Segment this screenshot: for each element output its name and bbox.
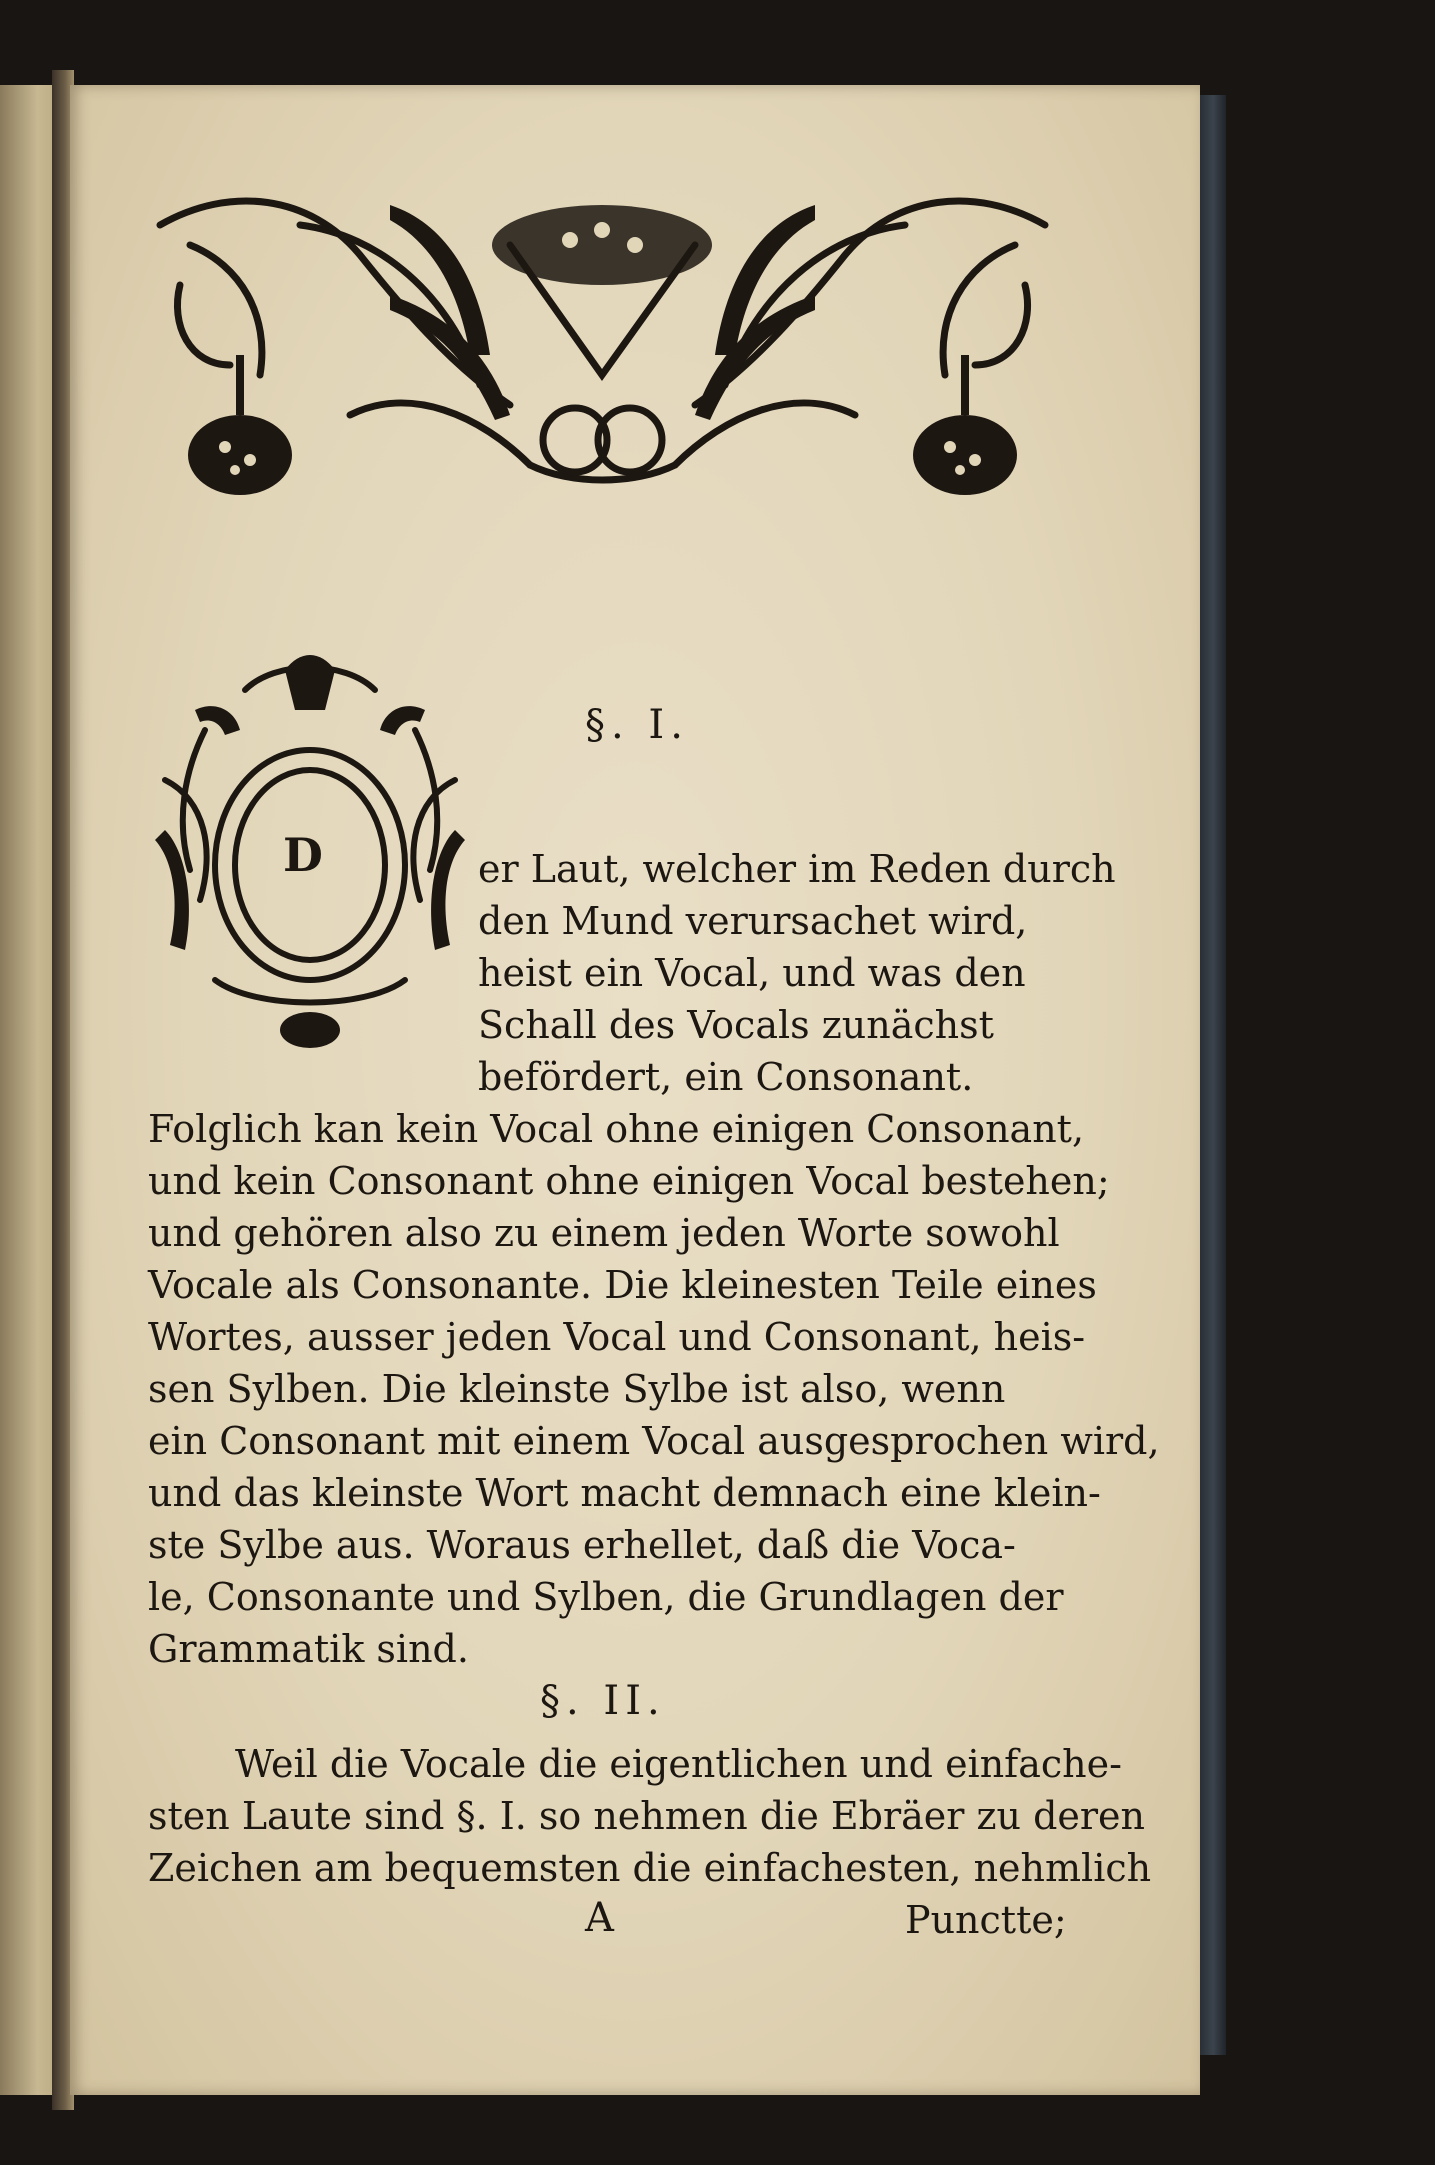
catchword: Punctte; [905,1898,1067,1942]
drop-cap-letter: D [283,828,323,882]
section-heading-2: §. II. [540,1678,666,1724]
text-line: Vocale als Consonante. Die kleinesten Teile eines [148,1263,1097,1307]
section-heading-1: §. I. [585,702,689,748]
text-line: le, Consonante und Sylben, die Grundlagen der [148,1575,1064,1619]
text-line: sten Laute sind §. I. so nehmen die Ebräer zu deren [148,1794,1146,1838]
text-line: heist ein Vocal, und was den [478,951,1026,995]
text-line: den Mund verursachet wird, [478,899,1028,943]
text-line: und kein Consonant ohne einigen Vocal bestehen; [148,1159,1110,1203]
text-line: befördert, ein Consonant. [478,1055,974,1099]
text-line: Weil die Vocale die eigentlichen und einfache- [235,1742,1122,1786]
cover-edge [1200,95,1226,2055]
text-line: er Laut, welcher im Reden durch [478,847,1116,891]
text-line: und gehören also zu einem jeden Worte sowohl [148,1211,1060,1255]
text-line: sen Sylben. Die kleinste Sylbe ist also, wenn [148,1367,1006,1411]
signature-mark: A [585,1895,614,1941]
headpiece-ornament [150,185,1055,515]
text-line: Wortes, ausser jeden Vocal und Consonant, heis- [148,1315,1086,1359]
text-line: Grammatik sind. [148,1627,469,1671]
text-line: ste Sylbe aus. Woraus erhellet, daß die Voca- [148,1523,1016,1567]
text-line: ein Consonant mit einem Vocal ausgesprochen wird, [148,1419,1160,1463]
text-line: Schall des Vocals zunächst [478,1003,994,1047]
text-line: Zeichen am bequemsten die einfachesten, nehmlich [148,1846,1152,1890]
text-line: Folglich kan kein Vocal ohne einigen Consonant, [148,1107,1085,1151]
text-line: und das kleinste Wort macht demnach eine klein- [148,1471,1101,1515]
